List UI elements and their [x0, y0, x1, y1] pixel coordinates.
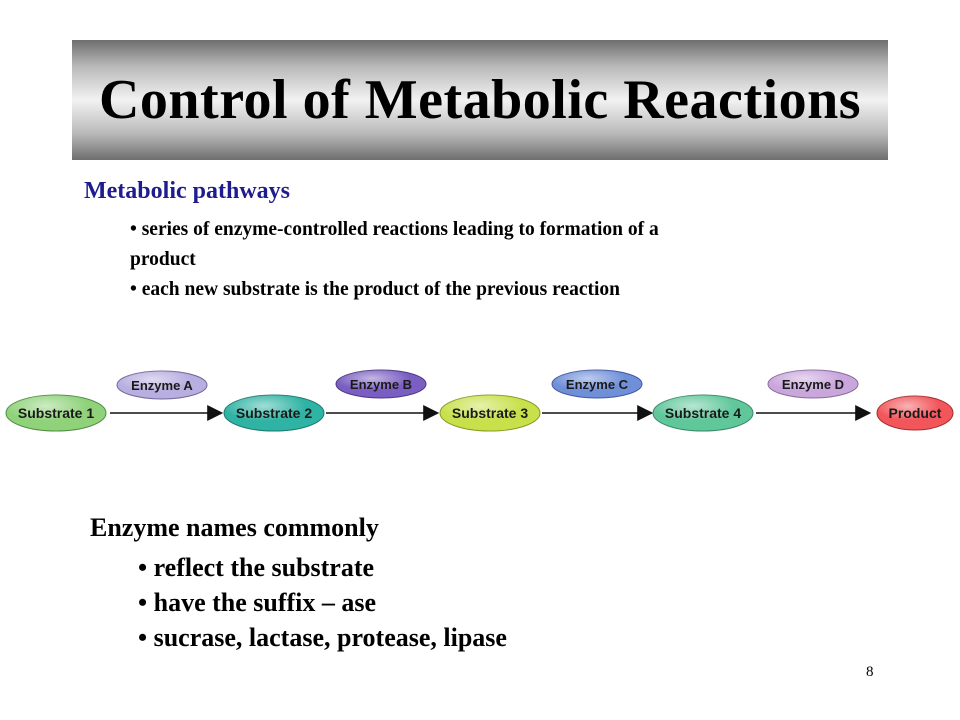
substrate-2	[224, 395, 324, 431]
substrate-3-label: Substrate 3	[451, 405, 529, 421]
enzyme-d-label: Enzyme D	[781, 377, 845, 392]
substrate-4-label: Substrate 4	[664, 405, 742, 421]
enzyme-names-bullet-list	[138, 550, 507, 655]
slide-title: Control of Metabolic Reactions	[98, 69, 862, 131]
enzyme-a	[117, 371, 207, 399]
enzyme-b-label: Enzyme B	[349, 377, 413, 392]
product-node	[877, 396, 953, 430]
enzyme-c	[552, 370, 642, 398]
enzyme-b	[336, 370, 426, 398]
bullet-line: product	[130, 249, 196, 270]
metabolic-pathway-diagram	[0, 360, 960, 450]
section-heading-enzyme-names: Enzyme names commonly	[90, 513, 379, 542]
title-bar	[72, 40, 888, 160]
enzyme-d	[768, 370, 858, 398]
substrate-4	[653, 395, 753, 431]
enzyme-a-label: Enzyme A	[131, 378, 193, 393]
pathway-bullet-list	[130, 215, 870, 305]
substrate-2-label: Substrate 2	[235, 405, 313, 421]
bullet-line: • reflect the substrate	[138, 553, 375, 582]
bullet-line: • each new substrate is the product of the previous reaction	[130, 279, 620, 300]
bullet-line: • have the suffix – ase	[138, 588, 377, 617]
enzyme-c-label: Enzyme C	[565, 377, 629, 392]
bullet-line: • sucrase, lactase, protease, lipase	[138, 623, 507, 652]
substrate-1	[6, 395, 106, 431]
bullet-line: • series of enzyme-controlled reactions leading to formation of a	[130, 219, 659, 240]
section-heading-metabolic-pathways: Metabolic pathways	[84, 178, 290, 204]
slide-number: 8	[866, 664, 874, 680]
substrate-1-label: Substrate 1	[17, 405, 95, 421]
substrate-3	[440, 395, 540, 431]
product-label: Product	[888, 405, 942, 421]
